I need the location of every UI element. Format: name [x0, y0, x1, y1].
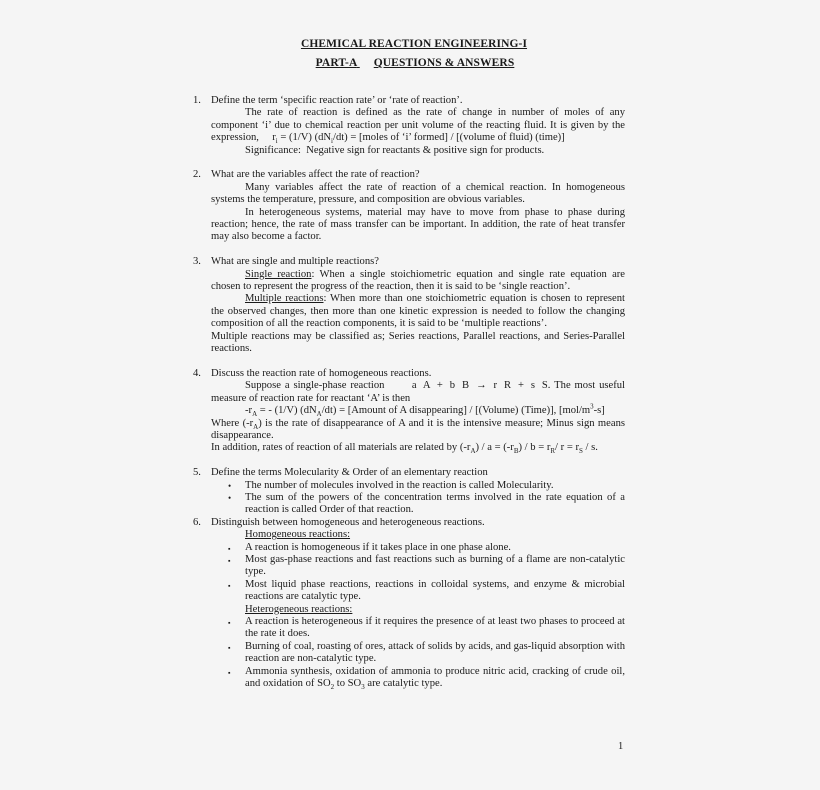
homogeneous-list [211, 542, 625, 604]
question-1 [193, 95, 625, 157]
homogeneous-heading: Homogeneous reactions: [245, 529, 351, 541]
section-label: QUESTIONS & ANSWERS [373, 57, 515, 69]
answer-text: Suppose a single-phase reaction [245, 380, 385, 392]
list-item: ▪ Burning of coal, roasting of ores, attack of solids by acids, and gas-liquid absorption with reaction are non-catalytic type. [228, 640, 625, 665]
square-bullet-icon: ▪ [228, 544, 231, 553]
answer-text: : When more than one stoichiometric equation is chosen to represent the observed changes, then more than one kinetic expression is needed to follow the changing composition of all the reaction components, it is said to be ‘multiple reactions’. [211, 293, 625, 330]
list-item: ▪ A reaction is heterogeneous if it requires the presence of at least two phases to proceed at the rate it does. [228, 616, 625, 640]
heterogeneous-heading: Heterogeneous reactions: [245, 603, 353, 615]
question-text: Discuss the reaction rate of homogeneous reactions. [211, 367, 432, 379]
question-text: Distinguish between homogeneous and heterogeneous reactions. [211, 516, 485, 528]
question-text: Define the term ‘specific reaction rate’ or ‘rate of reaction’. [211, 95, 463, 106]
square-bullet-icon: ▪ [228, 581, 231, 590]
question-number: 1. [193, 95, 201, 106]
significance-text: Negative sign for reactants & positive sign for products. [306, 144, 545, 156]
bullet-list [211, 480, 625, 517]
list-item: • The number of molecules involved in the reaction is called Molecularity. [228, 479, 554, 491]
question-number: 6. [193, 516, 201, 528]
reaction-equation: a A + b B → r R + s S. [411, 380, 551, 392]
rate-formula: $r_i = (1/V) (dN_i/dt)$ = [moles of ‘i’ formed] / [(volume of fluid) (time)] [272, 132, 565, 146]
question-3 [193, 256, 625, 355]
document-subtitle [5, 57, 820, 69]
square-bullet-icon: ▪ [228, 619, 231, 627]
answer-paragraph [211, 293, 625, 330]
list-item: ▪ A reaction is homogeneous if it takes place in one phase alone. [211, 542, 625, 554]
rate-formula: $-r_A$ = - (1/V) $(dN_A/dt)$ = [Amount of A disappearing] / [(Volume) (Time)], $[mol/m^3-s]$ [245, 402, 605, 419]
document-title: CHEMICAL REACTION ENGINEERING-I [300, 38, 528, 50]
list-item: ▪ Ammonia synthesis, oxidation of ammonia to produce nitric acid, cracking of crude oil, and oxidation of $SO_2$ to $SO_3$ are catalytic type. [228, 665, 625, 692]
question-6 [193, 517, 625, 691]
page-number: 1 [618, 741, 624, 752]
qa-content [193, 95, 625, 690]
square-bullet-icon: ▪ [228, 556, 231, 565]
question-number: 5. [193, 467, 201, 479]
question-text: What are single and multiple reactions? [211, 256, 379, 268]
question-number: 3. [193, 256, 201, 268]
question-4 [193, 368, 625, 455]
term-single-reaction: Single reaction [245, 268, 312, 280]
question-number: 2. [193, 169, 201, 181]
significance-label: Significance: [245, 144, 301, 156]
list-item: ▪ Most gas-phase reactions and fast reactions such as burning of a flame are non-catalytic type. [228, 553, 625, 578]
answer-paragraph [211, 269, 625, 294]
square-bullet-icon: ▪ [228, 643, 231, 652]
answer-text: The rate of reaction is defined as the rate of change in number of moles of any component ‘i’ due to chemical reaction per unit volume of the reacting fluid. It is given by the expression, [211, 107, 625, 144]
question-number: 4. [193, 367, 201, 379]
answer-text: : When a single stoichiometric equation and single rate equation are chosen to represent the progress of the reaction, then it is said to be ‘single reaction’. [211, 268, 625, 293]
answer-paragraph: In addition, rates of reaction of all materials are related by $(-r_A) / a = (-r_B) / b = r_R/$ $r = r_S / s$. [211, 442, 598, 456]
list-item: ▪ Most liquid phase reactions, reactions in colloidal systems, and enzyme & microbial reactions are catalytic type. [228, 578, 625, 603]
list-item: • The sum of the powers of the concentration terms involved in the rate equation of a reaction is called Order of that reaction. [228, 491, 625, 516]
question-2 [193, 169, 625, 243]
question-text: What are the variables affect the rate of reaction? [211, 169, 420, 181]
round-bullet-icon: • [228, 480, 232, 491]
answer-paragraph [211, 380, 625, 405]
heterogeneous-list [211, 616, 625, 690]
round-bullet-icon: • [228, 492, 232, 503]
answer-paragraph: In heterogeneous systems, material may have to move from phase to phase during reaction; hence, the rate of mass transfer can be important. In addition, the rate of heat transfer may also become a factor. [211, 206, 625, 243]
significance-line [211, 145, 625, 157]
question-5 [193, 467, 625, 517]
square-bullet-icon: ▪ [228, 668, 231, 677]
question-text: Define the terms Molecularity & Order of an elementary reaction [211, 467, 488, 479]
answer-paragraph: Multiple reactions may be classified as; Series reactions, Parallel reactions, and Series-Parallel reactions. [211, 330, 625, 355]
answer-paragraph: Many variables affect the rate of reaction of a chemical reaction. In homogeneous systems the temperature, pressure, and composition are obvious variables. [211, 181, 625, 206]
part-label: PART-A [315, 57, 357, 69]
term-multiple-reactions: Multiple reactions [245, 293, 324, 305]
answer-paragraph [211, 107, 625, 144]
answer-text: The most useful measure of reaction rate for reactant ‘A’ is then [211, 380, 625, 404]
answer-paragraph: Where $(-r_A)$ is the rate of disappearance of A and it is the intensive measure; Minus sign means disappearance. [211, 417, 625, 441]
